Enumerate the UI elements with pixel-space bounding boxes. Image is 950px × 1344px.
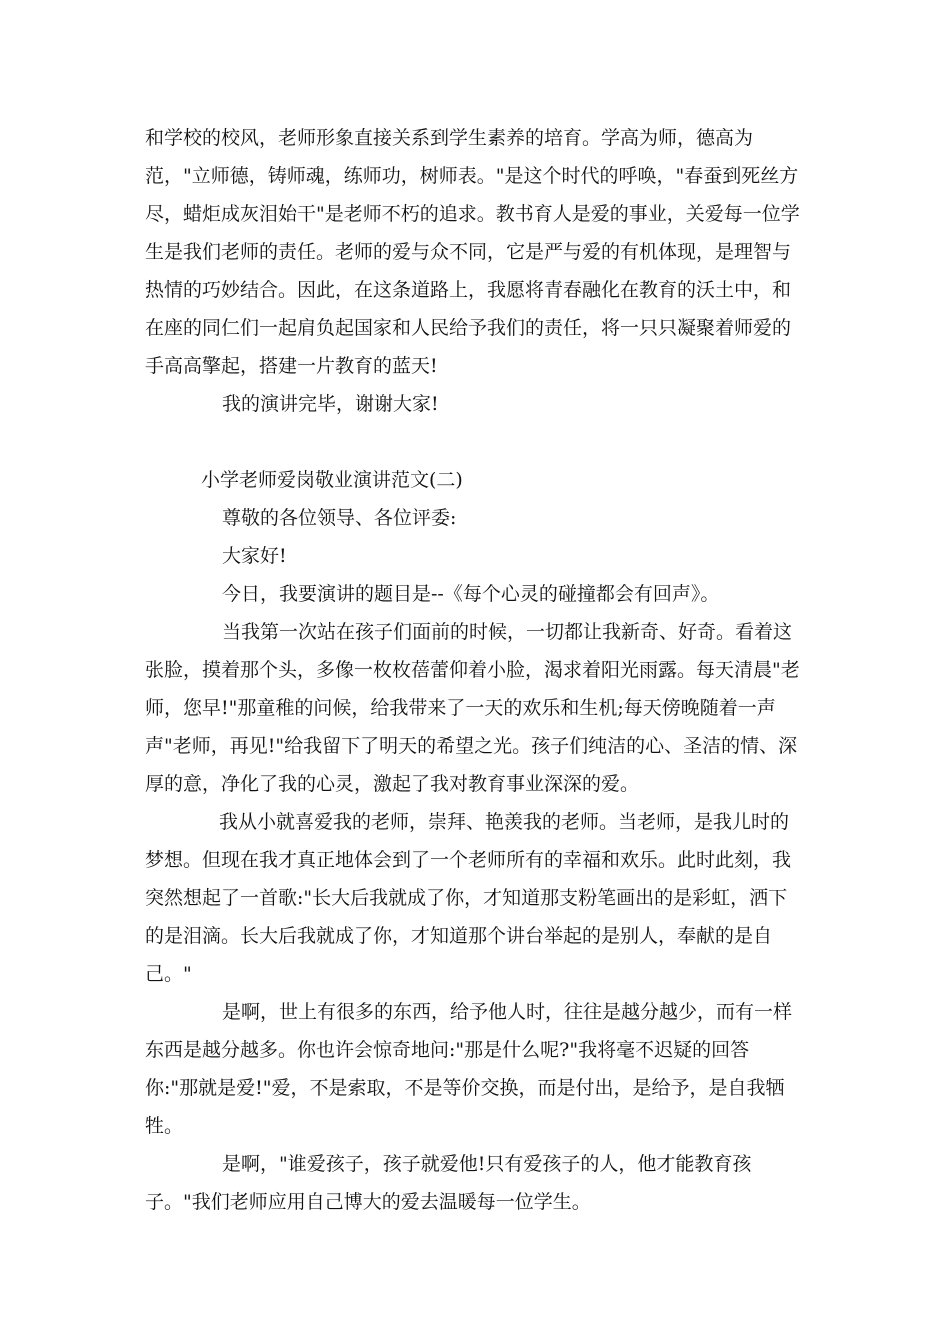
paragraph-line: 我从小就喜爱我的老师，崇拜、艳羡我的老师。当老师，是我儿时的 bbox=[219, 811, 790, 833]
paragraph-line: 东西是越分越多。你也许会惊奇地问:"那是什么呢?"我将毫不迟疑的回答 bbox=[145, 1039, 750, 1061]
paragraph-line: 师，您早!"那童稚的问候，给我带来了一天的欢乐和生机;每天傍晚随着一声 bbox=[145, 697, 776, 719]
paragraph-line: 的是泪滴。长大后我就成了你，才知道那个讲台举起的是别人，奉献的是自 bbox=[145, 925, 773, 947]
closing-line: 我的演讲完毕，谢谢大家! bbox=[222, 393, 439, 415]
paragraph-line: 当我第一次站在孩子们面前的时候，一切都让我新奇、好奇。看着这 bbox=[222, 621, 793, 643]
paragraph-line: 声"老师，再见!"给我留下了明天的希望之光。孩子们纯洁的心、圣洁的情、深 bbox=[145, 735, 798, 757]
paragraph-line: 厚的意，净化了我的心灵，激起了我对教育事业深深的爱。 bbox=[145, 773, 640, 795]
paragraph-line: 是啊，世上有很多的东西，给予他人时，往往是越分越少，而有一样 bbox=[222, 1001, 793, 1023]
paragraph-line: 牲。 bbox=[145, 1115, 184, 1137]
paragraph-line: 是啊，"谁爱孩子，孩子就爱他!只有爱孩子的人，他才能教育孩 bbox=[222, 1153, 752, 1175]
paragraph-line: 己。" bbox=[145, 963, 192, 985]
greeting-line: 大家好! bbox=[222, 545, 287, 567]
paragraph-line: 手高高擎起，搭建一片教育的蓝天! bbox=[145, 355, 438, 377]
paragraph-line: 在座的同仁们一起肩负起国家和人民给予我们的责任，将一只只凝聚着师爱的 bbox=[145, 317, 792, 339]
paragraph-line: 今日，我要演讲的题目是--《每个心灵的碰撞都会有回声》。 bbox=[222, 583, 720, 605]
paragraph-line: 突然想起了一首歌:"长大后我就成了你，才知道那支粉笔画出的是彩虹，洒下 bbox=[145, 887, 788, 909]
paragraph-line: 热情的巧妙结合。因此，在这条道路上，我愿将青春融化在教育的沃土中，和 bbox=[145, 279, 792, 301]
paragraph-line: 尽，蜡炬成灰泪始干"是老师不朽的追求。教书育人是爱的事业，关爱每一位学 bbox=[145, 203, 800, 225]
paragraph-line: 和学校的校风，老师形象直接关系到学生素养的培育。学高为师，德高为 bbox=[145, 127, 754, 149]
paragraph-line: 子。"我们老师应用自己博大的爱去温暖每一位学生。 bbox=[145, 1191, 591, 1213]
section-title: 小学老师爱岗敬业演讲范文(二) bbox=[201, 469, 463, 491]
paragraph-line: 张脸，摸着那个头，多像一枚枚蓓蕾仰着小脸，渴求着阳光雨露。每天清晨"老 bbox=[145, 659, 800, 681]
paragraph-line: 范，"立师德，铸师魂，练师功，树师表。"是这个时代的呼唤，"春蚕到死丝方 bbox=[145, 165, 799, 187]
paragraph-line: 你:"那就是爱!"爱，不是索取，不是等价交换，而是付出，是给予，是自我牺 bbox=[145, 1077, 785, 1099]
paragraph-line: 生是我们老师的责任。老师的爱与众不同，它是严与爱的有机体现，是理智与 bbox=[145, 241, 792, 263]
salutation-line: 尊敬的各位领导、各位评委: bbox=[222, 507, 457, 529]
paragraph-line: 梦想。但现在我才真正地体会到了一个老师所有的幸福和欢乐。此时此刻，我 bbox=[145, 849, 792, 871]
